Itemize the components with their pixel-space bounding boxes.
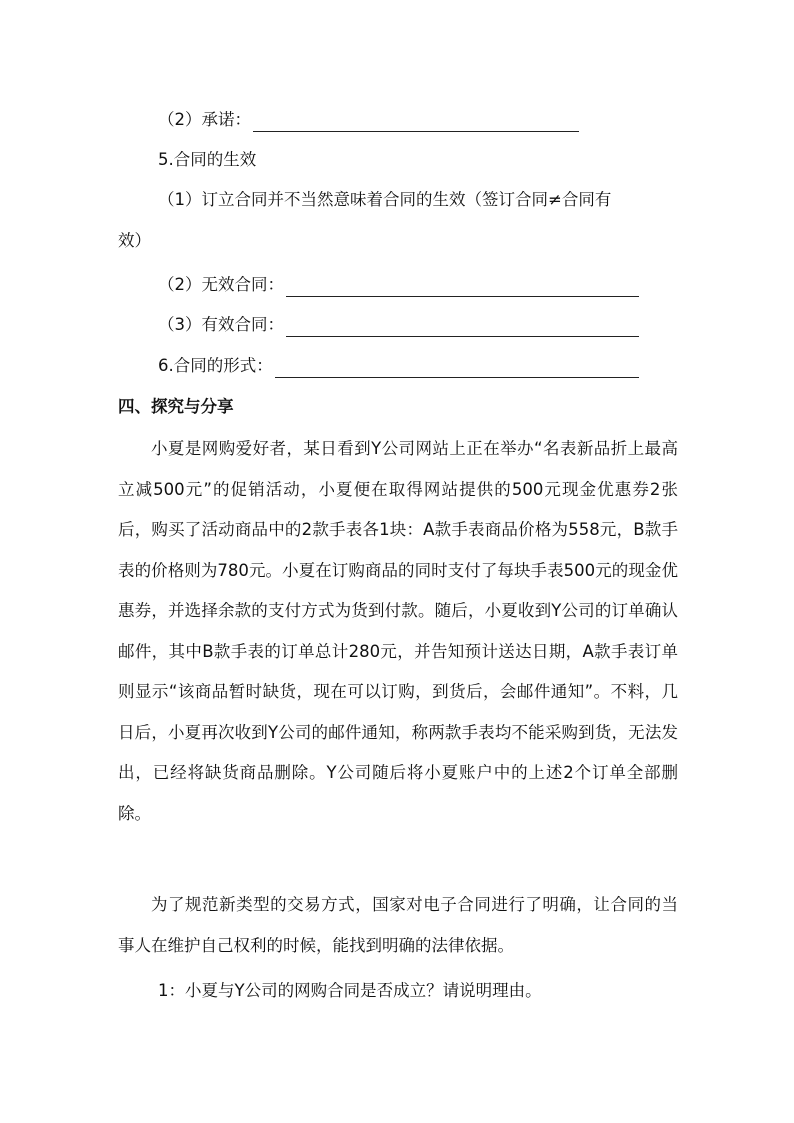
question-1: 1：小夏与Y公司的网购合同是否成立？请说明理由。: [158, 981, 542, 1000]
promise-label: （2）承诺：: [158, 110, 251, 129]
valid-contract-label: （3）有效合同：: [158, 315, 284, 334]
case-paragraph: 小夏是网购爱好者，某日看到Y公司网站上正在举办“名表新品折上最高立减500元”的促销活动，小夏便在取得网站提供的500元现金优惠券2张后，购买了活动商品中的2款手表各1块：A款手表商品价格为558元，B款手表的价格则为780元。小夏在订购商品的同时支付了每块手表500元的现金优惠券，并选择余款的支付方式为货到付款。随后，小夏收到Y公司的订单确认邮件，其中B款手表的订单总计280元，并告知预计送达日期，A款手表订单则显示“该商品暂时缺货，现在可以订购，到货后，会邮件通知”。不料，几日后，小夏再次收到Y公司的邮件通知，称两款手表均不能采购到货，无法发出，已经将缺货商品删除。Y公司随后将小夏账户中的上述2个订单全部删除。: [118, 439, 678, 823]
invalid-contract-blank: [286, 278, 639, 297]
contract-form-blank: [275, 359, 639, 378]
contract-form-line: [158, 354, 639, 378]
invalid-contract-line: [158, 273, 639, 297]
invalid-contract-label: （2）无效合同：: [158, 275, 284, 294]
valid-contract-line: [158, 313, 639, 337]
contract-effect-sub1-line1: （1）订立合同并不当然意味着合同的生效（签订合同≠合同有: [158, 190, 612, 209]
promise-line: [158, 108, 579, 132]
promise-blank: [253, 113, 579, 132]
valid-contract-blank: [286, 318, 639, 337]
section-heading: 四、探究与分享: [118, 397, 234, 416]
contract-effect-title: 5.合同的生效: [158, 150, 257, 169]
contract-form-label: 6.合同的形式：: [158, 356, 273, 375]
context-paragraph: 为了规范新类型的交易方式，国家对电子合同进行了明确，让合同的当事人在维护自己权利的时候，能找到明确的法律依据。: [118, 895, 678, 955]
contract-effect-sub1-line2: 效）: [118, 231, 151, 250]
